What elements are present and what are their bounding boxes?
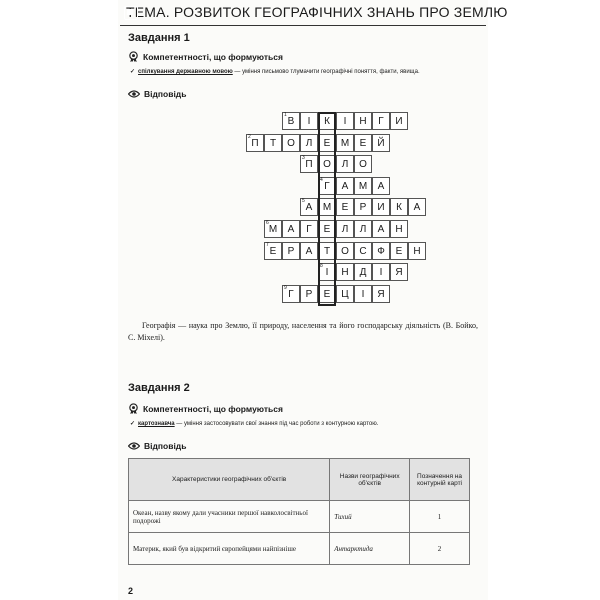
crossword-cell	[336, 134, 354, 152]
crossword-letter: Е	[323, 137, 331, 149]
crossword-cell	[336, 285, 354, 303]
crossword-cell	[246, 134, 264, 152]
crossword-letter: Е	[359, 137, 367, 149]
crossword-letter: Н	[395, 224, 403, 235]
crossword-cell	[354, 220, 372, 238]
crossword-cell	[318, 285, 336, 303]
crossword-cell	[390, 112, 408, 130]
topic-title: РОЗВИТОК ГЕОГРАФІЧНИХ ЗНАНЬ ПРО ЗЕМЛЮ	[173, 4, 508, 20]
crossword-cell	[264, 220, 282, 238]
crossword-grid	[118, 0, 488, 320]
task2-competencies	[128, 403, 283, 414]
crossword-clue-number: 8	[320, 263, 323, 270]
crossword-letter: Е	[395, 245, 403, 257]
crossword-clue-number: 7	[266, 241, 269, 248]
crossword-cell	[390, 263, 408, 281]
crossword-letter: А	[341, 180, 349, 192]
crossword-letter: Е	[341, 202, 349, 214]
crossword-cell	[318, 263, 336, 281]
crossword-cell	[318, 198, 336, 216]
crossword-letter: І	[307, 116, 311, 127]
table-cell-characteristic: Материк, який був відкритий європейцями найпізніше	[129, 533, 330, 565]
crossword-letter: П	[305, 159, 313, 171]
crossword-cell	[372, 220, 390, 238]
crossword-letter: Т	[269, 137, 277, 149]
crossword-cell	[300, 285, 318, 303]
crossword-letter: Г	[378, 116, 384, 127]
check-icon: ✓	[130, 69, 136, 75]
crossword-letter: І	[361, 288, 365, 300]
crossword-letter: Е	[323, 288, 331, 300]
crossword-cell	[408, 198, 426, 216]
crossword-letter: Й	[377, 137, 385, 149]
crossword-letter: А	[287, 224, 295, 235]
crossword-letter: Д	[359, 267, 367, 279]
crossword-cell	[354, 112, 372, 130]
table-row	[129, 533, 470, 565]
crossword-letter: Р	[359, 202, 367, 214]
task2-competencies-label: Компетентності, що формуються	[143, 403, 283, 414]
crossword-letter: Г	[306, 224, 312, 235]
crossword-letter: Г	[324, 180, 330, 192]
task1-answer-label: Відповідь	[144, 89, 187, 99]
crossword-cell	[282, 220, 300, 238]
task1-competency-term: спілкування державною мовою	[138, 69, 233, 75]
crossword-cell	[336, 242, 354, 260]
crossword-clue-number: 4	[320, 176, 323, 183]
topic-prefix: ТЕМА.	[126, 4, 170, 20]
task2-answer-label-row	[128, 441, 186, 451]
crossword-letter: И	[395, 116, 403, 127]
task1-competencies-label: Компетентності, що формуються	[143, 51, 283, 62]
crossword-letter: М	[358, 180, 368, 192]
crossword-letter: О	[323, 159, 331, 171]
eye-icon	[128, 442, 140, 450]
task2-competency-detail	[130, 420, 378, 427]
crossword-letter: М	[322, 202, 332, 214]
crossword-letter: В	[287, 116, 295, 127]
crossword-cell	[282, 242, 300, 260]
table-header-row	[129, 459, 470, 501]
page-number: 2	[128, 586, 134, 596]
crossword-cell	[336, 112, 354, 130]
crossword-cell	[318, 177, 336, 195]
table-header-cell: Позначення на контурній карті	[410, 459, 470, 501]
crossword-letter: Л	[359, 224, 367, 235]
crossword-cell	[300, 198, 318, 216]
crossword-cell	[300, 134, 318, 152]
crossword-letter: М	[268, 224, 278, 235]
crossword-letter: О	[359, 159, 367, 171]
crossword-letter: Ф	[377, 245, 385, 257]
crossword-cell	[390, 242, 408, 260]
crossword-letter: О	[341, 245, 349, 257]
table-cell-name: Антарктида	[330, 533, 410, 565]
crossword-letter: Е	[323, 224, 331, 235]
crossword-letter: Р	[287, 245, 295, 257]
crossword-letter: А	[377, 224, 385, 235]
crossword-letter: А	[377, 180, 385, 192]
crossword-letter: А	[305, 245, 313, 257]
crossword-letter: І	[379, 267, 383, 279]
crossword-cell	[372, 134, 390, 152]
table-header-cell: Характеристики географічних об'єктів	[129, 459, 330, 501]
crossword-cell	[372, 263, 390, 281]
task2-answer-label: Відповідь	[144, 441, 187, 451]
crossword-cell	[390, 198, 408, 216]
crossword-letter: Ц	[341, 288, 349, 300]
crossword-cell	[300, 242, 318, 260]
crossword-cell	[264, 134, 282, 152]
crossword-cell	[372, 198, 390, 216]
crossword-letter: Н	[413, 245, 421, 257]
crossword-cell	[336, 198, 354, 216]
crossword-cell	[354, 285, 372, 303]
crossword-clue-number: 9	[284, 284, 287, 291]
table-header-cell: Назви географічних об'єктів	[330, 459, 410, 501]
crossword-cell	[336, 220, 354, 238]
answer-table	[128, 458, 470, 565]
table-cell-characteristic: Океан, назву якому дали учасники першої навколосвітньої подорожі	[129, 501, 330, 533]
crossword-cell	[354, 242, 372, 260]
crossword-cell	[318, 134, 336, 152]
geography-definition: Географія — наука про Землю, її природу, населення та його господарську діяльність (В. Бойко, С. Міхелі).	[128, 321, 478, 342]
crossword-letter: Я	[395, 267, 403, 279]
crossword-letter: Н	[359, 116, 367, 127]
crossword-cell	[354, 198, 372, 216]
crossword-cell	[354, 177, 372, 195]
crossword-letter: С	[359, 245, 367, 257]
crossword-cell	[264, 242, 282, 260]
crossword-letter: І	[343, 116, 347, 127]
crossword-cell	[318, 155, 336, 173]
crossword-letter: К	[324, 116, 330, 127]
crossword-clue-number: 2	[248, 133, 251, 140]
crossword-letter: М	[340, 137, 350, 149]
crossword-cell	[282, 285, 300, 303]
crossword-cell	[318, 112, 336, 130]
crossword-letter: Г	[288, 288, 294, 300]
workbook-page	[118, 0, 508, 600]
crossword-cell	[354, 134, 372, 152]
crossword-letter: Л	[341, 159, 349, 171]
crossword-cell	[300, 112, 318, 130]
crossword-clue-number: 1	[284, 112, 287, 118]
crossword-cell	[336, 177, 354, 195]
crossword-cell	[318, 220, 336, 238]
crossword-cell	[282, 112, 300, 130]
crossword-cell	[354, 263, 372, 281]
crossword-letter: П	[251, 137, 259, 149]
check-icon: ✓	[130, 421, 136, 427]
crossword-cell	[318, 242, 336, 260]
task1-heading: Завдання 1	[128, 32, 190, 44]
crossword-letter: І	[325, 267, 329, 279]
crossword-cell	[408, 242, 426, 260]
crossword-letter: О	[287, 137, 295, 149]
table-cell-mark: 2	[410, 533, 470, 565]
crossword-cell	[336, 263, 354, 281]
crossword-cell	[336, 155, 354, 173]
task2-competency-text: — уміння застосовувати свої знання під час роботи з контурною картою.	[174, 421, 379, 427]
crossword-clue-number: 6	[266, 220, 269, 226]
award-icon	[128, 403, 139, 414]
crossword-cell	[372, 242, 390, 260]
crossword-cell	[372, 112, 390, 130]
crossword-cell	[390, 220, 408, 238]
crossword-letter: Р	[305, 288, 313, 300]
table-cell-mark: 1	[410, 501, 470, 533]
crossword-cell	[354, 155, 372, 173]
crossword-letter: Я	[377, 288, 385, 300]
crossword-cell	[300, 155, 318, 173]
task2-competency-term: картознавча	[138, 421, 175, 427]
crossword-letter: Н	[341, 267, 349, 279]
task1-competency-text: — уміння письмово тлумачити географічні поняття, факти, явища.	[232, 69, 420, 75]
table-row	[129, 501, 470, 533]
crossword-cell	[282, 134, 300, 152]
table-cell-name: Тихий	[330, 501, 410, 533]
crossword-letter: К	[396, 202, 402, 214]
crossword-cell	[300, 220, 318, 238]
crossword-letter: А	[305, 202, 313, 214]
crossword-letter: А	[413, 202, 421, 214]
crossword-letter: Е	[269, 245, 277, 257]
crossword-cell	[372, 177, 390, 195]
crossword-clue-number: 3	[302, 155, 305, 162]
crossword-clue-number: 5	[302, 198, 305, 205]
crossword-letter: И	[377, 202, 385, 214]
crossword-letter: Т	[323, 245, 331, 257]
crossword-letter: Л	[305, 137, 313, 149]
crossword-cell	[372, 285, 390, 303]
task2-heading: Завдання 2	[128, 382, 190, 394]
crossword-letter: Л	[341, 224, 349, 235]
